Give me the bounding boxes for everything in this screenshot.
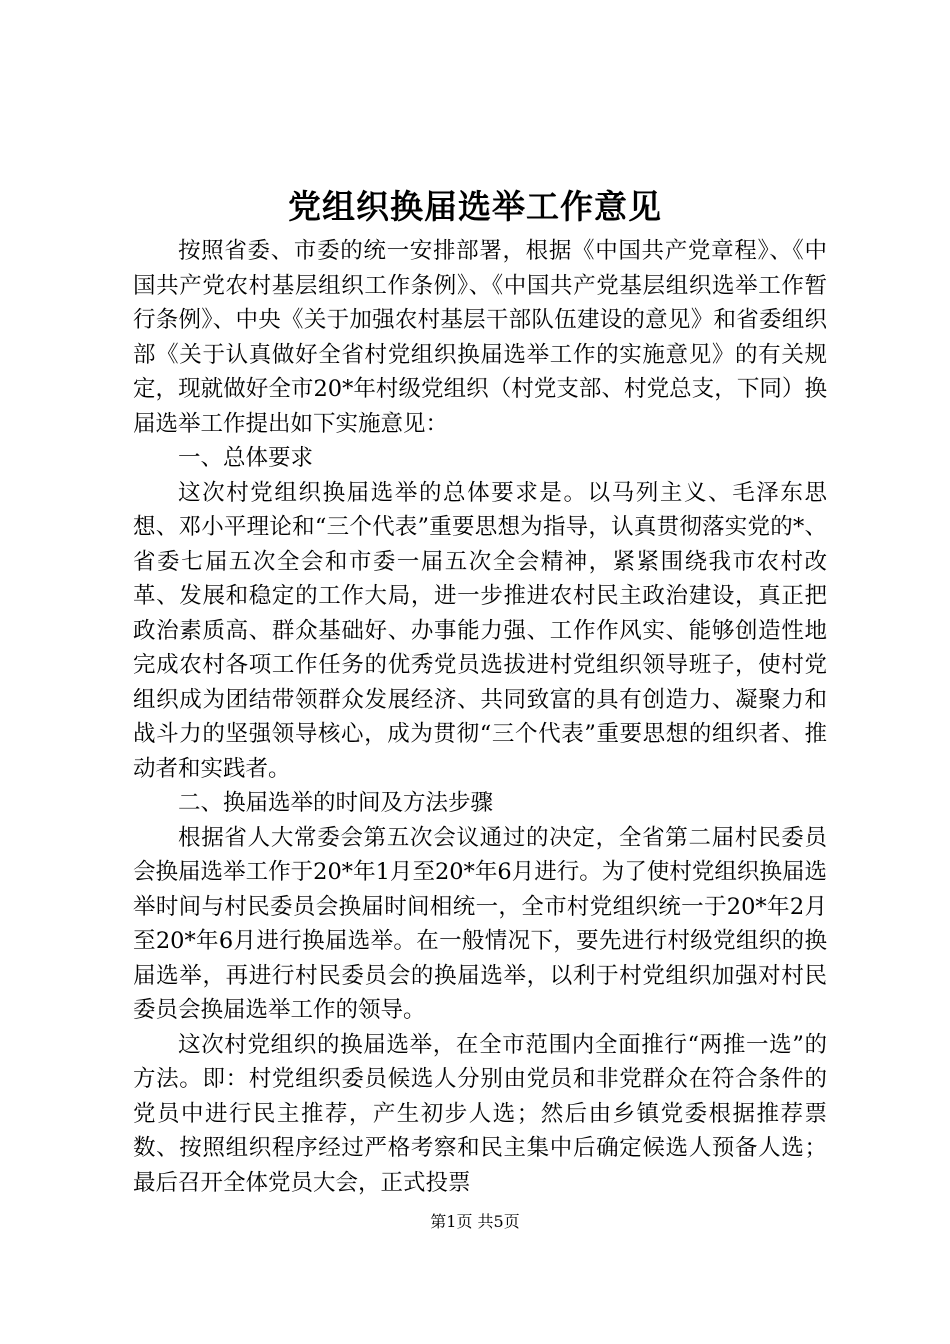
document-title: 党组织换届选举工作意见 <box>288 187 662 226</box>
document-body <box>133 234 827 1200</box>
section-heading-2: 二、换届选举的时间及方法步骤 <box>178 790 494 816</box>
intro-paragraph: 按照省委、市委的统一安排部署，根据《中国共产党章程》、《中国共产党农村基层组织工作条例》、《中国共产党基层组织选举工作暂行条例》、中央《关于加强农村基层干部队伍建设的意见》和省委组织部《关于认真做好全省村党组织换届选举工作的实施意见》的有关规定，现就做好全市20*年村级党组织（村党支部、村党总支，下同）换届选举工作提出如下实施意见： <box>133 238 827 437</box>
section-heading-1: 一、总体要求 <box>178 445 314 471</box>
section-2-paragraph-1: 根据省人大常委会第五次会议通过的决定，全省第二届村民委员会换届选举工作于20*年1月至20*年6月进行。为了使村党组织换届选举时间与村民委员会换届时间相统一，全市村党组织统一于20*年2月至20*年6月进行换届选举。在一般情况下，要先进行村级党组织的换届选举，再进行村民委员会的换届选举，以利于村党组织加强对村民委员会换届选举工作的领导。 <box>133 824 827 1023</box>
section-2-paragraph-2: 这次村党组织的换届选举，在全市范围内全面推行“两推一选”的方法。即：村党组织委员候选人分别由党员和非党群众在符合条件的党员中进行民主推荐，产生初步人选；然后由乡镇党委根据推荐票数、按照组织程序经过严格考察和民主集中后确定候选人预备人选；最后召开全体党员大会，正式投票 <box>133 1031 827 1196</box>
page-footer: 第1页 共5页 <box>430 1212 520 1231</box>
section-1-paragraph: 这次村党组织换届选举的总体要求是。以马列主义、毛泽东思想、邓小平理论和“三个代表”重要思想为指导，认真贯彻落实党的*、省委七届五次全会和市委一届五次全会精神，紧紧围绕我市农村改革、发展和稳定的工作大局，进一步推进农村民主政治建设，真正把政治素质高、群众基础好、办事能力强、工作作风实、能够创造性地完成农村各项工作任务的优秀党员选拔进村党组织领导班子，使村党组织成为团结带领群众发展经济、共同致富的具有创造力、凝聚力和战斗力的坚强领导核心，成为贯彻“三个代表”重要思想的组织者、推动者和实践者。 <box>133 479 827 782</box>
